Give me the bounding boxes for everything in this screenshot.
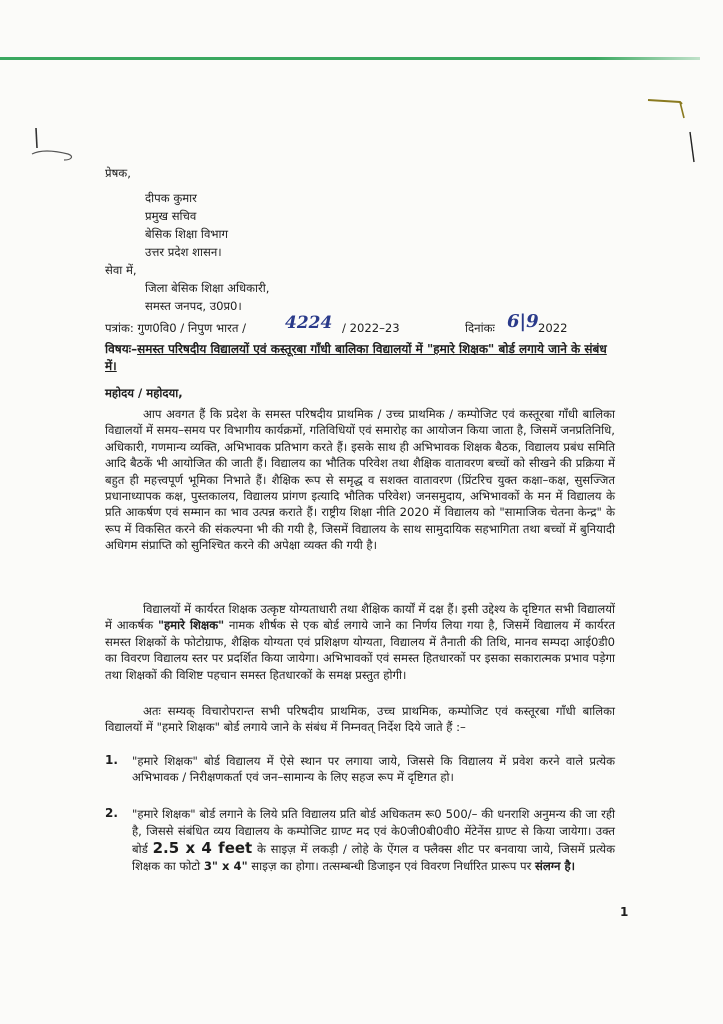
recipient-line2: समस्त जनपद, उ0प्र0। [145, 299, 242, 313]
subject-line [105, 341, 620, 375]
green-header-rule [0, 57, 700, 60]
board-name-bold: "हमारे शिक्षक" [157, 618, 225, 633]
paragraph-3: अतः सम्यक् विचारोपरान्त सभी परिषदीय प्राथमिक, उच्च प्राथमिक, कम्पोजिट एवं कस्तूरबा गाँधी बालिका विद्यालयों में "हमारे शिक्षक" बोर्ड लगाये जाने के संबंध में निम्नवत् निर्देश दिये जाते हैं :– [105, 704, 615, 735]
sender-government: उत्तर प्रदेश शासन। [145, 245, 222, 259]
reference-number: 4224 [285, 313, 333, 333]
date-year: 2022 [538, 321, 568, 335]
date-handwritten: 6|9 [507, 311, 539, 332]
photo-size: 3" x 4" [203, 859, 248, 873]
corner-mark [640, 92, 710, 172]
sender-label: प्रेषक, [105, 166, 131, 180]
sender-designation: प्रमुख सचिव [145, 209, 197, 223]
board-size: 2.5 x 4 feet [152, 839, 253, 857]
date-label: दिनांकः [465, 321, 495, 335]
list-item-1-number: 1. [105, 753, 118, 767]
salutation: महोदय / महोदया, [105, 386, 183, 400]
page-number: 1 [620, 905, 629, 919]
list-item-1: "हमारे शिक्षक" बोर्ड विद्यालय में ऐसे स्थान पर लगाया जाये, जिससे कि विद्यालय में प्रवेश करने वाले प्रत्येक अभिभावक / निरीक्षणकर्ता एवं जन–सामान्य के लिए सहज रूप में दृष्टिगत हो। [132, 754, 615, 785]
paragraph-2: विद्यालयों में कार्यरत शिक्षक उत्कृष्ट योग्यताधारी तथा शैक्षिक कार्यों में दक्ष हैं। इसी उद्देश्य के दृष्टिगत सभी विद्यालयों में आकर्षक "हमारे शिक्षक" नामक शीर्षक से एक बोर्ड लगाये जाने का निर्णय लिया गया है, जिसमें विद्यालय में कार्यरत समस्त शिक्षकों के फोटोग्राफ, शैक्षिक योग्यता एवं प्रशिक्षण योग्यता, विद्यालय में तैनाती की तिथि, मानव सम्पदा आई0डी0 का विवरण विद्यालय स्तर पर प्रदर्शित किया जायेगा। अभिभावकों एवं समस्त हितधारकों पर इसका सकारात्मक प्रभाव पड़ेगा तथा शिक्षकों की विशिष्ट पहचान समस्त हितधारकों के समक्ष प्रस्तुत होगी। [105, 602, 616, 682]
sender-department: बेसिक शिक्षा विभाग [145, 227, 229, 241]
reference-prefix: पत्रांक: गुण0वि0 / निपुण भारत / [105, 321, 247, 335]
list-item-2-number: 2. [105, 806, 118, 820]
sender-name: दीपक कुमार [145, 191, 197, 205]
subject-text: समस्त परिषदीय विद्यालयों एवं कस्तूरबा गाँधी बालिका विद्यालयों में "हमारे शिक्षक" बोर्ड लगाये जाने के संबंध में। [105, 342, 607, 373]
subject-label: विषयः– [105, 342, 138, 356]
recipient-line1: जिला बेसिक शिक्षा अधिकारी, [145, 281, 270, 295]
attached-note: संलग्न है। [535, 859, 576, 873]
paragraph-1: आप अवगत हैं कि प्रदेश के समस्त परिषदीय प्राथमिक / उच्च प्राथमिक / कम्पोजिट एवं कस्तूरबा गाँधी बालिका विद्यालयों में समय–समय पर विभागीय कार्यक्रमों, गतिविधियों एवं समारोह का आयोजन किया जाता है, जिसमें जनप्रतिनिधि, अधिकारी, गणमान्य व्यक्ति, अभिभावक प्रतिभाग करते हैं। इसके साथ ही अभिभावक शिक्षक बैठक, विद्यालय प्रबंध समिति आदि बैठकें भी आयोजित की जाती हैं। विद्यालय का भौतिक परिवेश तथा शैक्षिक वातावरण बच्चों को सीखने की प्रक्रिया में बहुत ही महत्त्वपूर्ण भूमिका निभाते हैं। शैक्षिक रूप से समृद्ध व सशक्त वातावरण (प्रिंटरिच युक्त कक्षा–कक्ष, सुसज्जित प्रधानाध्यापक कक्ष, पुस्तकालय, विद्यालय प्रांगण इत्यादि भौतिक परिवेश) जनसमुदाय, अभिभावकों के मन में विद्यालय के प्रति आकर्षण एवं सम्मान का भाव उत्पन्न कराते हैं। राष्ट्रीय शिक्षा नीति 2020 में विद्यालय को "सामाजिक चेतना केन्द्र" के रूप में विकसित करने की संकल्पना भी की गयी है, जिसमें विद्यालय के साथ सामुदायिक सहभागिता तथा बच्चों में बुनियादी अधिगम संप्राप्ति को सुनिश्चित करने की अपेक्षा व्यक्त की गयी है। [105, 407, 615, 553]
list-item-2: "हमारे शिक्षक" बोर्ड लगाने के लिये प्रति विद्यालय प्रति बोर्ड अधिकतम रू0 500/– की धनराशि अनुमन्य की जा रही है, जिससे संबंधित व्यय विद्यालय के कम्पोजिट ग्राण्ट मद एवं के0जी0बी0वी0 मेंटेनेंस ग्राण्ट से किया जायेगा। उक्त बोर्ड 2.5 x 4 feet के साइज़ में लकड़ी / लोहे के ऐंगल व फ्लैक्स शीट पर बनवाया जाये, जिसमें प्रत्येक शिक्षक का फोटो 3" x 4" साइज़ का होगा। तत्सम्बन्धी डिजाइन एवं विवरण निर्धारित प्रारूप पर संलग्न है। [132, 807, 615, 873]
recipient-label: सेवा में, [105, 263, 137, 277]
margin-mark [28, 120, 78, 170]
reference-suffix: / 2022–23 [342, 321, 400, 335]
